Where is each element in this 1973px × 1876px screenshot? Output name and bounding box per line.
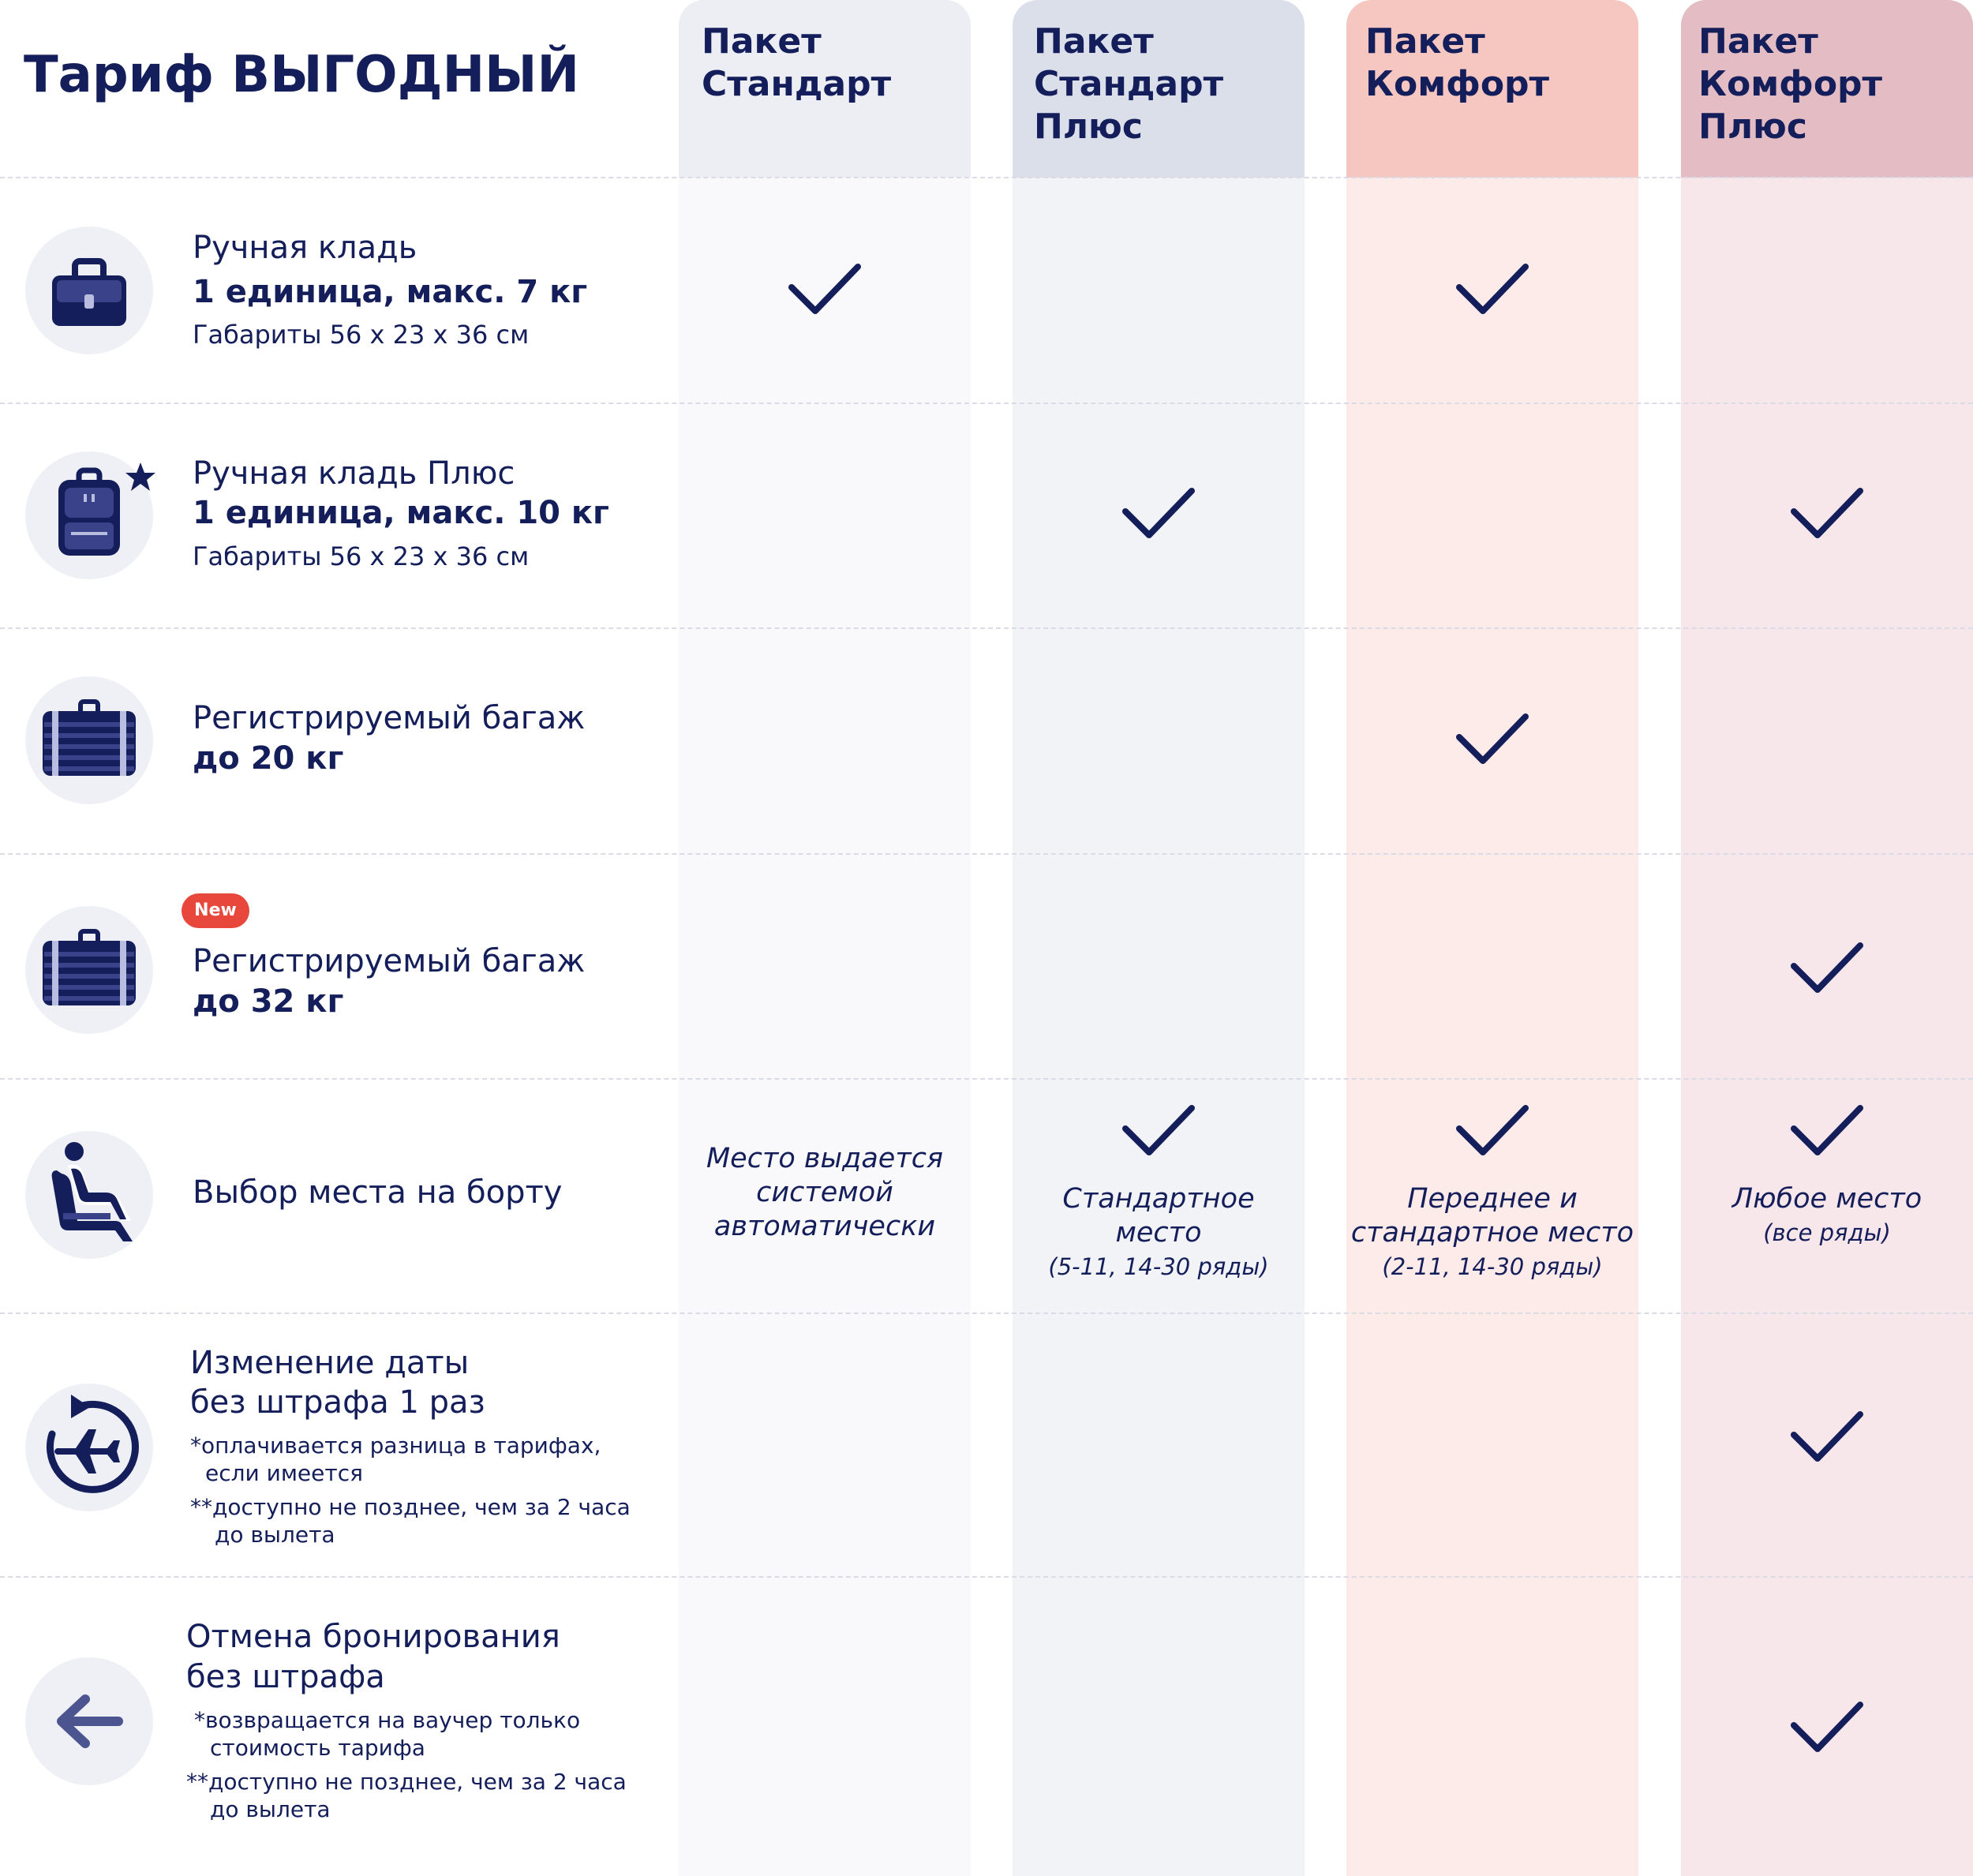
- hand-luggage-label: Ручная кладь: [193, 230, 417, 266]
- check-icon: [1789, 1103, 1865, 1160]
- package-title-comfort-plus: Пакет Комфорт Плюс: [1698, 21, 1883, 147]
- seat-icon: [25, 1131, 153, 1259]
- plane-rebook-icon: [25, 1384, 153, 1511]
- cancellation-note-1a: *возвращается на ваучер только: [194, 1707, 581, 1733]
- date-change-note-1b: если имеется: [205, 1460, 363, 1486]
- check-icon: [1454, 1103, 1530, 1160]
- seat-note-standard-plus: Стандартное место (5-11, 14-30 ряды): [1048, 1183, 1269, 1280]
- date-change-note-1a: *оплачивается разница в тарифах,: [190, 1432, 601, 1458]
- date-change-note-2a: **доступно не позднее, чем за 2 часа: [190, 1494, 631, 1520]
- seat-note-comfort-plus: Любое место (все ряды): [1732, 1183, 1922, 1246]
- briefcase-icon: [25, 227, 153, 354]
- check-icon: [1789, 1410, 1865, 1466]
- hand-luggage-plus-detail: 1 единица, макс. 10 кг: [193, 495, 609, 531]
- package-title-comfort: Пакет Комфорт: [1365, 21, 1550, 104]
- cancellation-label-2: без штрафа: [186, 1659, 385, 1695]
- row-divider: [0, 1078, 1973, 1080]
- date-change-label-2: без штрафа 1 раз: [190, 1384, 485, 1421]
- date-change-note-2b: до вылета: [215, 1522, 335, 1548]
- checked-baggage-32-detail: до 32 кг: [193, 983, 344, 1020]
- arrow-left-icon: [25, 1657, 153, 1785]
- row-divider: [0, 1576, 1973, 1578]
- check-icon: [1789, 1700, 1865, 1757]
- new-badge: New: [182, 893, 249, 928]
- cancellation-note-2b: до вылета: [210, 1796, 331, 1822]
- check-icon: [1454, 262, 1530, 319]
- hand-luggage-plus-dimensions: Габариты 56 x 23 x 36 см: [193, 541, 530, 571]
- suitcase-icon: [25, 676, 153, 804]
- checked-baggage-20-detail: до 20 кг: [193, 740, 344, 777]
- cancellation-note-2a: **доступно не позднее, чем за 2 часа: [186, 1769, 627, 1795]
- page-title: Тариф ВЫГОДНЫЙ: [24, 46, 579, 104]
- check-icon: [787, 262, 863, 319]
- column-standard-plus: [1013, 0, 1305, 1876]
- seat-note-comfort: Переднее и стандартное место (2-11, 14-30 ряды): [1350, 1183, 1634, 1280]
- hand-luggage-dimensions: Габариты 56 x 23 x 36 см: [193, 320, 530, 350]
- seat-selection-label: Выбор места на борту: [193, 1174, 563, 1211]
- checked-baggage-20-label: Регистрируемый багаж: [193, 700, 586, 736]
- hand-luggage-plus-label: Ручная кладь Плюс: [193, 455, 515, 492]
- check-icon: [1121, 486, 1196, 543]
- seat-note-standard: Место выдается системой автоматически: [706, 1143, 944, 1242]
- package-title-standard-plus: Пакет Стандарт Плюс: [1034, 21, 1224, 147]
- check-icon: [1454, 712, 1530, 769]
- check-icon: [1789, 486, 1865, 543]
- backpack-star-icon: [25, 451, 153, 579]
- checked-baggage-32-label: Регистрируемый багаж: [193, 943, 586, 979]
- cancellation-note-1b: стоимость тарифа: [210, 1735, 425, 1761]
- check-icon: [1121, 1103, 1196, 1160]
- row-divider: [0, 177, 1973, 178]
- suitcase-icon: [25, 906, 153, 1034]
- hand-luggage-detail: 1 единица, макс. 7 кг: [193, 274, 588, 310]
- date-change-label-1: Изменение даты: [190, 1345, 470, 1381]
- package-title-standard: Пакет Стандарт: [702, 21, 892, 104]
- check-icon: [1789, 941, 1865, 998]
- row-divider: [0, 403, 1973, 404]
- row-divider: [0, 853, 1973, 855]
- cancellation-label-1: Отмена бронирования: [186, 1619, 560, 1655]
- row-divider: [0, 1312, 1973, 1314]
- column-comfort-plus: [1681, 0, 1973, 1876]
- row-divider: [0, 627, 1973, 629]
